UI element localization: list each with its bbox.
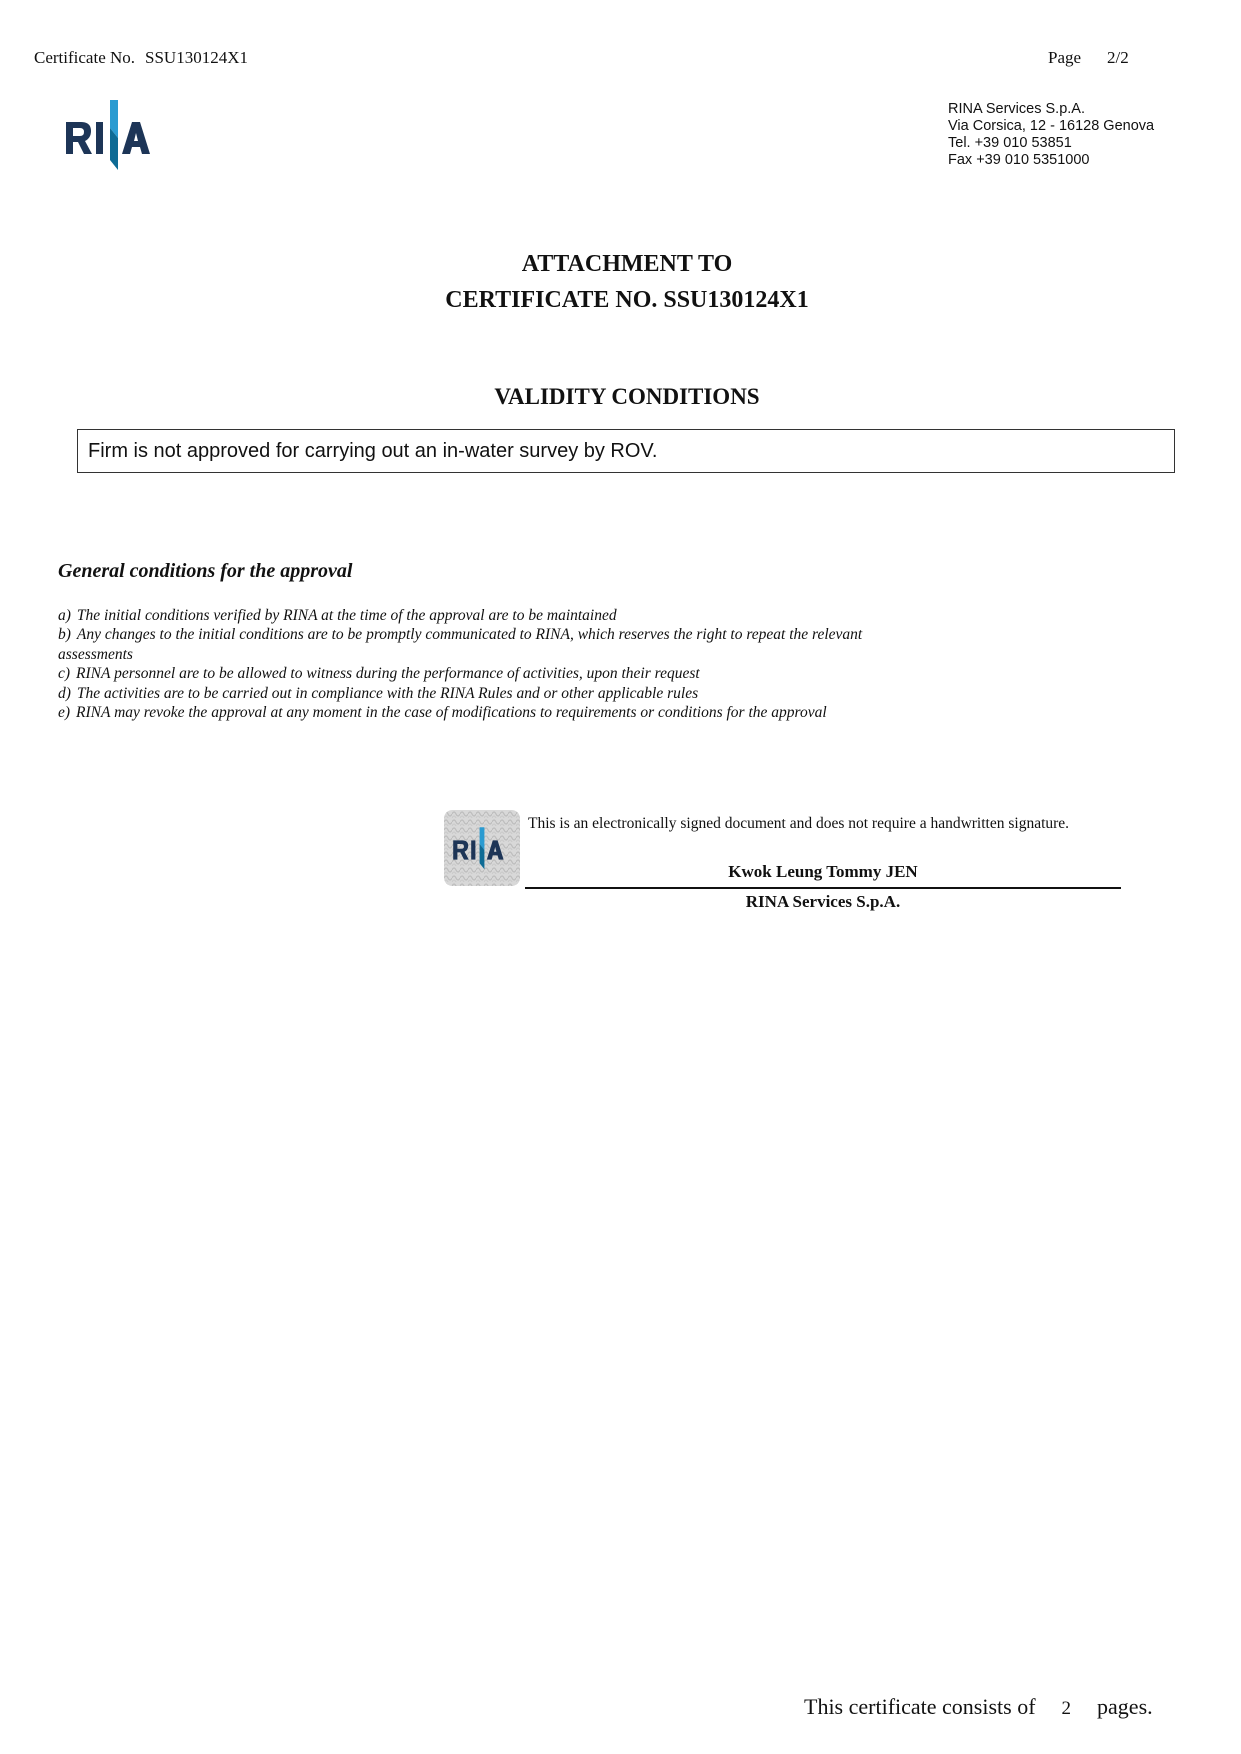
signer-name: Kwok Leung Tommy JEN	[728, 862, 918, 881]
footer-prefix: This certificate consists of	[804, 1694, 1036, 1719]
address-company: RINA Services S.p.A.	[948, 101, 1085, 117]
condition-item-a: a) The initial conditions verified by RINA at the time of the approval are to be maintained	[58, 607, 617, 624]
certificate-label: Certificate No.	[34, 48, 136, 67]
address-tel: Tel. +39 010 53851	[948, 135, 1072, 151]
signature-line	[525, 887, 1121, 889]
condition-item-d: d) The activities are to be carried out in compliance with the RINA Rules and or other applicable rules	[58, 684, 699, 702]
validity-condition-box	[77, 429, 1175, 473]
page-label: Page	[1048, 48, 1082, 67]
page-count-footer	[804, 1694, 1153, 1720]
signer-organization: RINA Services S.p.A.	[745, 892, 901, 911]
attachment-title	[0, 246, 1241, 318]
general-conditions-list	[58, 606, 958, 722]
condition-item-e: e) RINA may revoke the approval at any moment in the case of modifications to requirements or conditions for the approval	[58, 704, 827, 722]
certificate-number: SSU130124X1	[145, 48, 248, 67]
footer-suffix: pages.	[1097, 1694, 1153, 1719]
validity-heading: VALIDITY CONDITIONS	[494, 384, 760, 409]
address-fax: Fax +39 010 5351000	[948, 152, 1090, 168]
rina-logo	[64, 98, 164, 170]
electronic-seal-icon	[444, 810, 520, 886]
validity-condition-text: Firm is not approved for carrying out an in-water survey by ROV.	[88, 440, 658, 462]
condition-item-c: c) RINA personnel are to be allowed to witness during the performance of activities, upon their request	[58, 665, 700, 683]
certificate-number-header	[34, 48, 248, 68]
condition-item-b: b) Any changes to the initial conditions are to be promptly communicated to RINA, which reserves the right to repeat the relevant	[58, 626, 863, 644]
address-street: Via Corsica, 12 - 16128 Genova	[948, 118, 1155, 134]
company-address	[948, 101, 1154, 169]
electronic-signature-note: This is an electronically signed document and does not require a handwritten signature.	[528, 815, 1070, 832]
attachment-line-2: CERTIFICATE NO. SSU130124X1	[445, 287, 809, 313]
page-value: 2/2	[1107, 48, 1129, 67]
page-number-header	[1048, 48, 1129, 68]
condition-item-b-continuation: assessments	[58, 645, 133, 663]
attachment-line-1: ATTACHMENT TO	[521, 251, 733, 277]
footer-page-count: 2	[1061, 1698, 1072, 1719]
general-conditions-heading: General conditions for the approval	[58, 560, 353, 582]
